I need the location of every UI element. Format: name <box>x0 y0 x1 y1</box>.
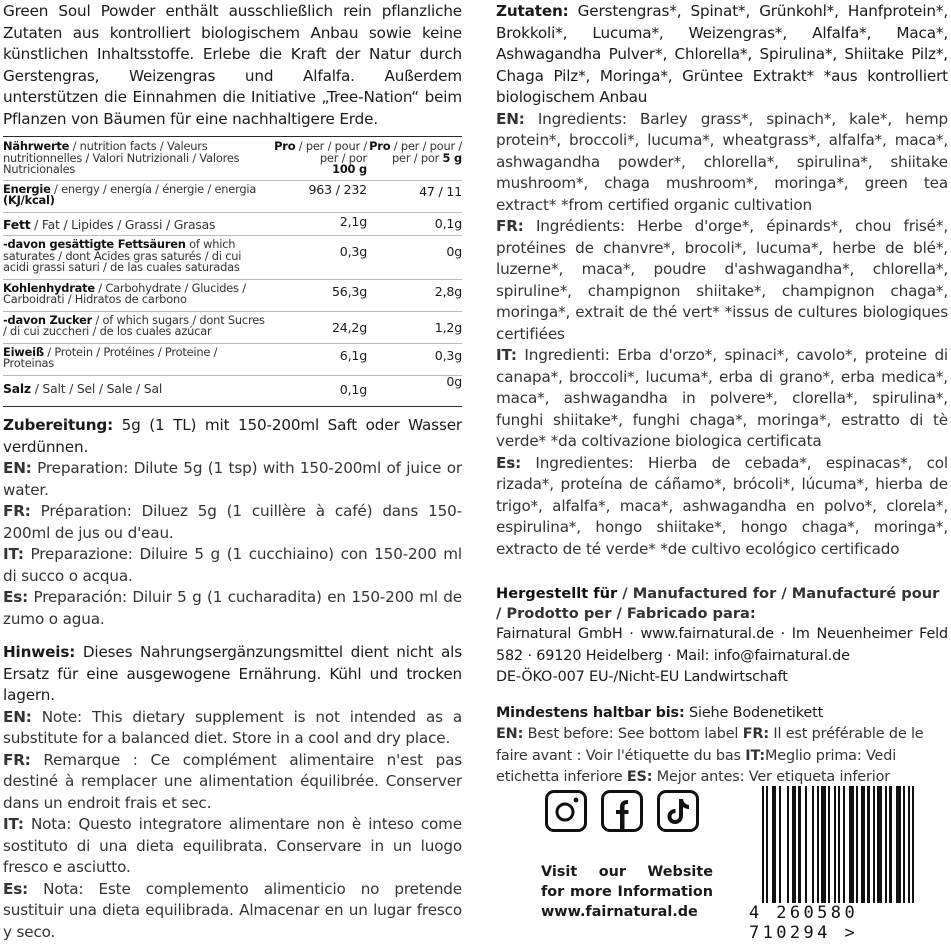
visit-website-block <box>541 862 713 922</box>
visit-line-1: Visit our Website <box>541 864 713 880</box>
best-before-de: Mindestens haltbar bis: Siehe Bodenetikett <box>496 704 824 721</box>
ingredients-en: EN: Ingredients: Barley grass*, spinach*, kale*, hemp protein*, broccoli*, lucuma*, wheatgrass*, alfalfa*, maca*, ashwagandha powder*, chlorella*, spirulina*, shiitake mushroom*, chaga mushroom*, moringa*, green tea extract* *from certified organic cultivation <box>496 109 948 214</box>
ingredients-es: Es: Ingredientes: Hierba de cebada*, espinacas*, col rizada*, proteína de cáñamo*, brócoli*, lúcuma*, hierba de trigo*, alfalfa*, maca*, ashwagandha en polvo*, clorela*, espirulina*, hongo shiitake*, hongo chaga*, moringa*, extracto de té verde* *de cultivo ecológico certificado <box>496 453 948 558</box>
nutrition-row-energy: Energie / energy / energía / énergie / energia (KJ/kcal) 963 / 232 47 / 11 <box>3 180 462 212</box>
note-es: Es: Nota: Este complemento alimenticio no pretende sustituir una dieta equilibrada. Almacenar en un lugar fresco y seco. <box>3 879 462 941</box>
preparation-en: EN: Preparation: Dilute 5g (1 tsp) with 150-200ml of juice or water. <box>3 459 462 499</box>
value-per5: 47 / 11 <box>367 180 462 212</box>
preparation-it: IT: Preparazione: Diluire 5 g (1 cucchiaino) con 150-200 ml di succo o acqua. <box>3 545 462 585</box>
value-per100: 0,3g <box>269 236 367 280</box>
tiktok-icon[interactable] <box>657 790 699 832</box>
note-it: IT: Nota: Questo integratore alimentare non è inteso come sostituto di una dieta equilibrata. Conservare in un luogo fresco e asciutto. <box>3 815 462 876</box>
value-per100: 963 / 232 <box>269 180 367 212</box>
product-intro: Green Soul Powder enthält ausschließlich rein pflanzliche Zutaten aus kontrolliert biologischem Anbau sowie keine künstlichen Inhaltsstoffe. Erlebe die Kraft der Natur durch Gerstengras, Weizengras und Alfalfa. Außerdem unterstützen die Einnahmen die Initiative „Tree-Nation“ beim Pflanzen von Bäumen für eine nachhaltigere Erde. <box>3 2 462 128</box>
nutrition-header-per100: Pro / per / pour / per / por 100 g <box>274 139 367 176</box>
divider <box>3 406 462 407</box>
best-before-section <box>496 703 948 789</box>
preparation-section <box>3 415 462 630</box>
manufacturer-label: Hergestellt für / Manufactured for / Manufacturé pour / Prodotto per / Fabricado para: <box>496 585 940 622</box>
note-fr: FR: Remarque : Ce complément alimentaire n'est pas destiné à remplacer une alimentation équilibrée. Conserver dans un endroit frais et sec. <box>3 750 462 812</box>
nutrition-row-protein: Eiweiß / Protein / Protéines / Proteine / Proteinas 6,1g 0,3g <box>3 343 462 375</box>
left-column <box>3 0 462 951</box>
preparation-fr: FR: Préparation: Diluez 5g (1 cuillère à café) dans 150-200ml de jus ou d'eau. <box>3 502 462 542</box>
value-per5: 2,8g <box>367 279 462 311</box>
note-section <box>3 642 462 943</box>
ingredients-de: Zutaten: Gerstengras*, Spinat*, Grünkohl*, Hanfprotein*, Brokkoli*, Lucuma*, Weizengras*, Alfalfa*, Maca*, Ashwagandha Pulver*, Chlorella*, Spirulina*, Shiitake Pilz*, Chaga Pilz*, Moringa*, Grüntee Extrakt* *aus kontrolliert biologischem Anbau <box>496 2 948 106</box>
value-per5: 0g <box>367 236 462 280</box>
nutrition-row-saturates: -davon gesättigte Fettsäuren of which saturates / dont Acides gras saturés / di cui acidi grassi saturi / de las cuales saturadas 0,3g 0g <box>3 236 462 280</box>
preparation-es: Es: Preparación: Diluir 5 g (1 cucharadita) en 150-200 ml de zumo o agua. <box>3 588 462 628</box>
value-per100: 0,1g <box>269 375 367 400</box>
social-icons <box>545 790 699 832</box>
ingredients-fr: FR: Ingrédients: Herbe d'orge*, épinards*, chou frisé*, protéines de chanvre*, brocoli*, lucuma*, herbe de blé*, luzerne*, maca*, poudre d'ashwagandha*, chlorella*, spiruline*, champignon shiitake*, champignon chaga*, moringa*, extrait de thé vert* *issus de cultures biologiques certifiées <box>496 217 948 343</box>
value-per5: 0,3g <box>367 343 462 375</box>
nutrition-row-fat: Fett / Fat / Lipides / Grassi / Grasas 2,1g 0,1g <box>3 212 462 236</box>
value-per100: 24,2g <box>269 311 367 343</box>
barcode-number: 4 260580 710294 > <box>749 903 951 943</box>
right-column <box>496 0 948 797</box>
nutrition-header-label: Nährwerte / nutrition facts / Valeurs nutritionnelles / Valori Nutrizionali / Valores Nutricionales <box>3 139 240 176</box>
nutrition-table <box>3 141 462 400</box>
preparation-de: Zubereitung: 5g (1 TL) mit 150-200ml Saft oder Wasser verdünnen. <box>3 416 462 456</box>
value-per100: 6,1g <box>269 343 367 375</box>
nutrition-header-row <box>3 141 462 180</box>
nutrition-row-salt: Salz / Salt / Sel / Sale / Sal 0,1g 0g <box>3 375 462 400</box>
ingredients-it: IT: Ingredienti: Erba d'orzo*, spinaci*, cavolo*, proteine di canapa*, broccoli*, lucuma*, erba di grano*, erba medica*, maca*, ashwagandha in polvere*, clorella*, spirulina*, funghi shiitake*, funghi chaga*, moringa*, estratto di tè verde* *da coltivazione biologica certificata <box>496 346 948 450</box>
value-per5: 1,2g <box>367 311 462 343</box>
website-link[interactable]: www.fairnatural.de <box>541 904 698 920</box>
nutrition-row-carbohydrate: Kohlenhydrate / Carbohydrate / Glucides / Carboidrati / Hidratos de carbono 56,3g 2,8g <box>3 279 462 311</box>
nutrition-row-sugars: -davon Zucker / of which sugars / dont Sucres / di cui zuccheri / de los cuales azúcar 24,2g 1,2g <box>3 311 462 343</box>
value-per5: 0,1g <box>367 212 462 236</box>
barcode <box>762 786 932 908</box>
divider <box>3 136 462 137</box>
value-per5: 0g <box>367 375 462 400</box>
best-before-multilang: EN: Best before: See bottom label FR: Il est préférable de le faire avant : Voir l'étiquette du bas IT:Meglio prima: Vedi etichetta inferiore ES: Mejor antes: Ver etiqueta inferior <box>496 726 924 785</box>
nutrition-header-per5: Pro / per / pour / per / por 5 g <box>369 139 462 165</box>
facebook-icon[interactable] <box>601 790 643 832</box>
manufacturer-section <box>496 584 948 689</box>
ingredients-section <box>496 1 948 560</box>
note-de: Hinweis: Dieses Nahrungsergänzungsmittel dient nicht als Ersatz für eine ausgewogene Ernährung. Kühl und trocken lagern. <box>3 643 462 704</box>
value-per100: 2,1g <box>269 212 367 236</box>
visit-line-2: for more Information <box>541 884 713 900</box>
manufacturer-address: Fairnatural GmbH · www.fairnatural.de · Im Neuenheimer Feld 582 · 69120 Heidelberg · Mail: info@fairnatural.de <box>496 626 948 664</box>
value-per100: 56,3g <box>269 279 367 311</box>
organic-certification: DE-ÖKO-007 EU-/Nicht-EU Landwirtschaft <box>496 669 788 685</box>
note-en: EN: Note: This dietary supplement is not intended as a substitute for a balanced diet. Store in a cool and dry place. <box>3 707 462 747</box>
instagram-icon[interactable] <box>545 790 587 832</box>
